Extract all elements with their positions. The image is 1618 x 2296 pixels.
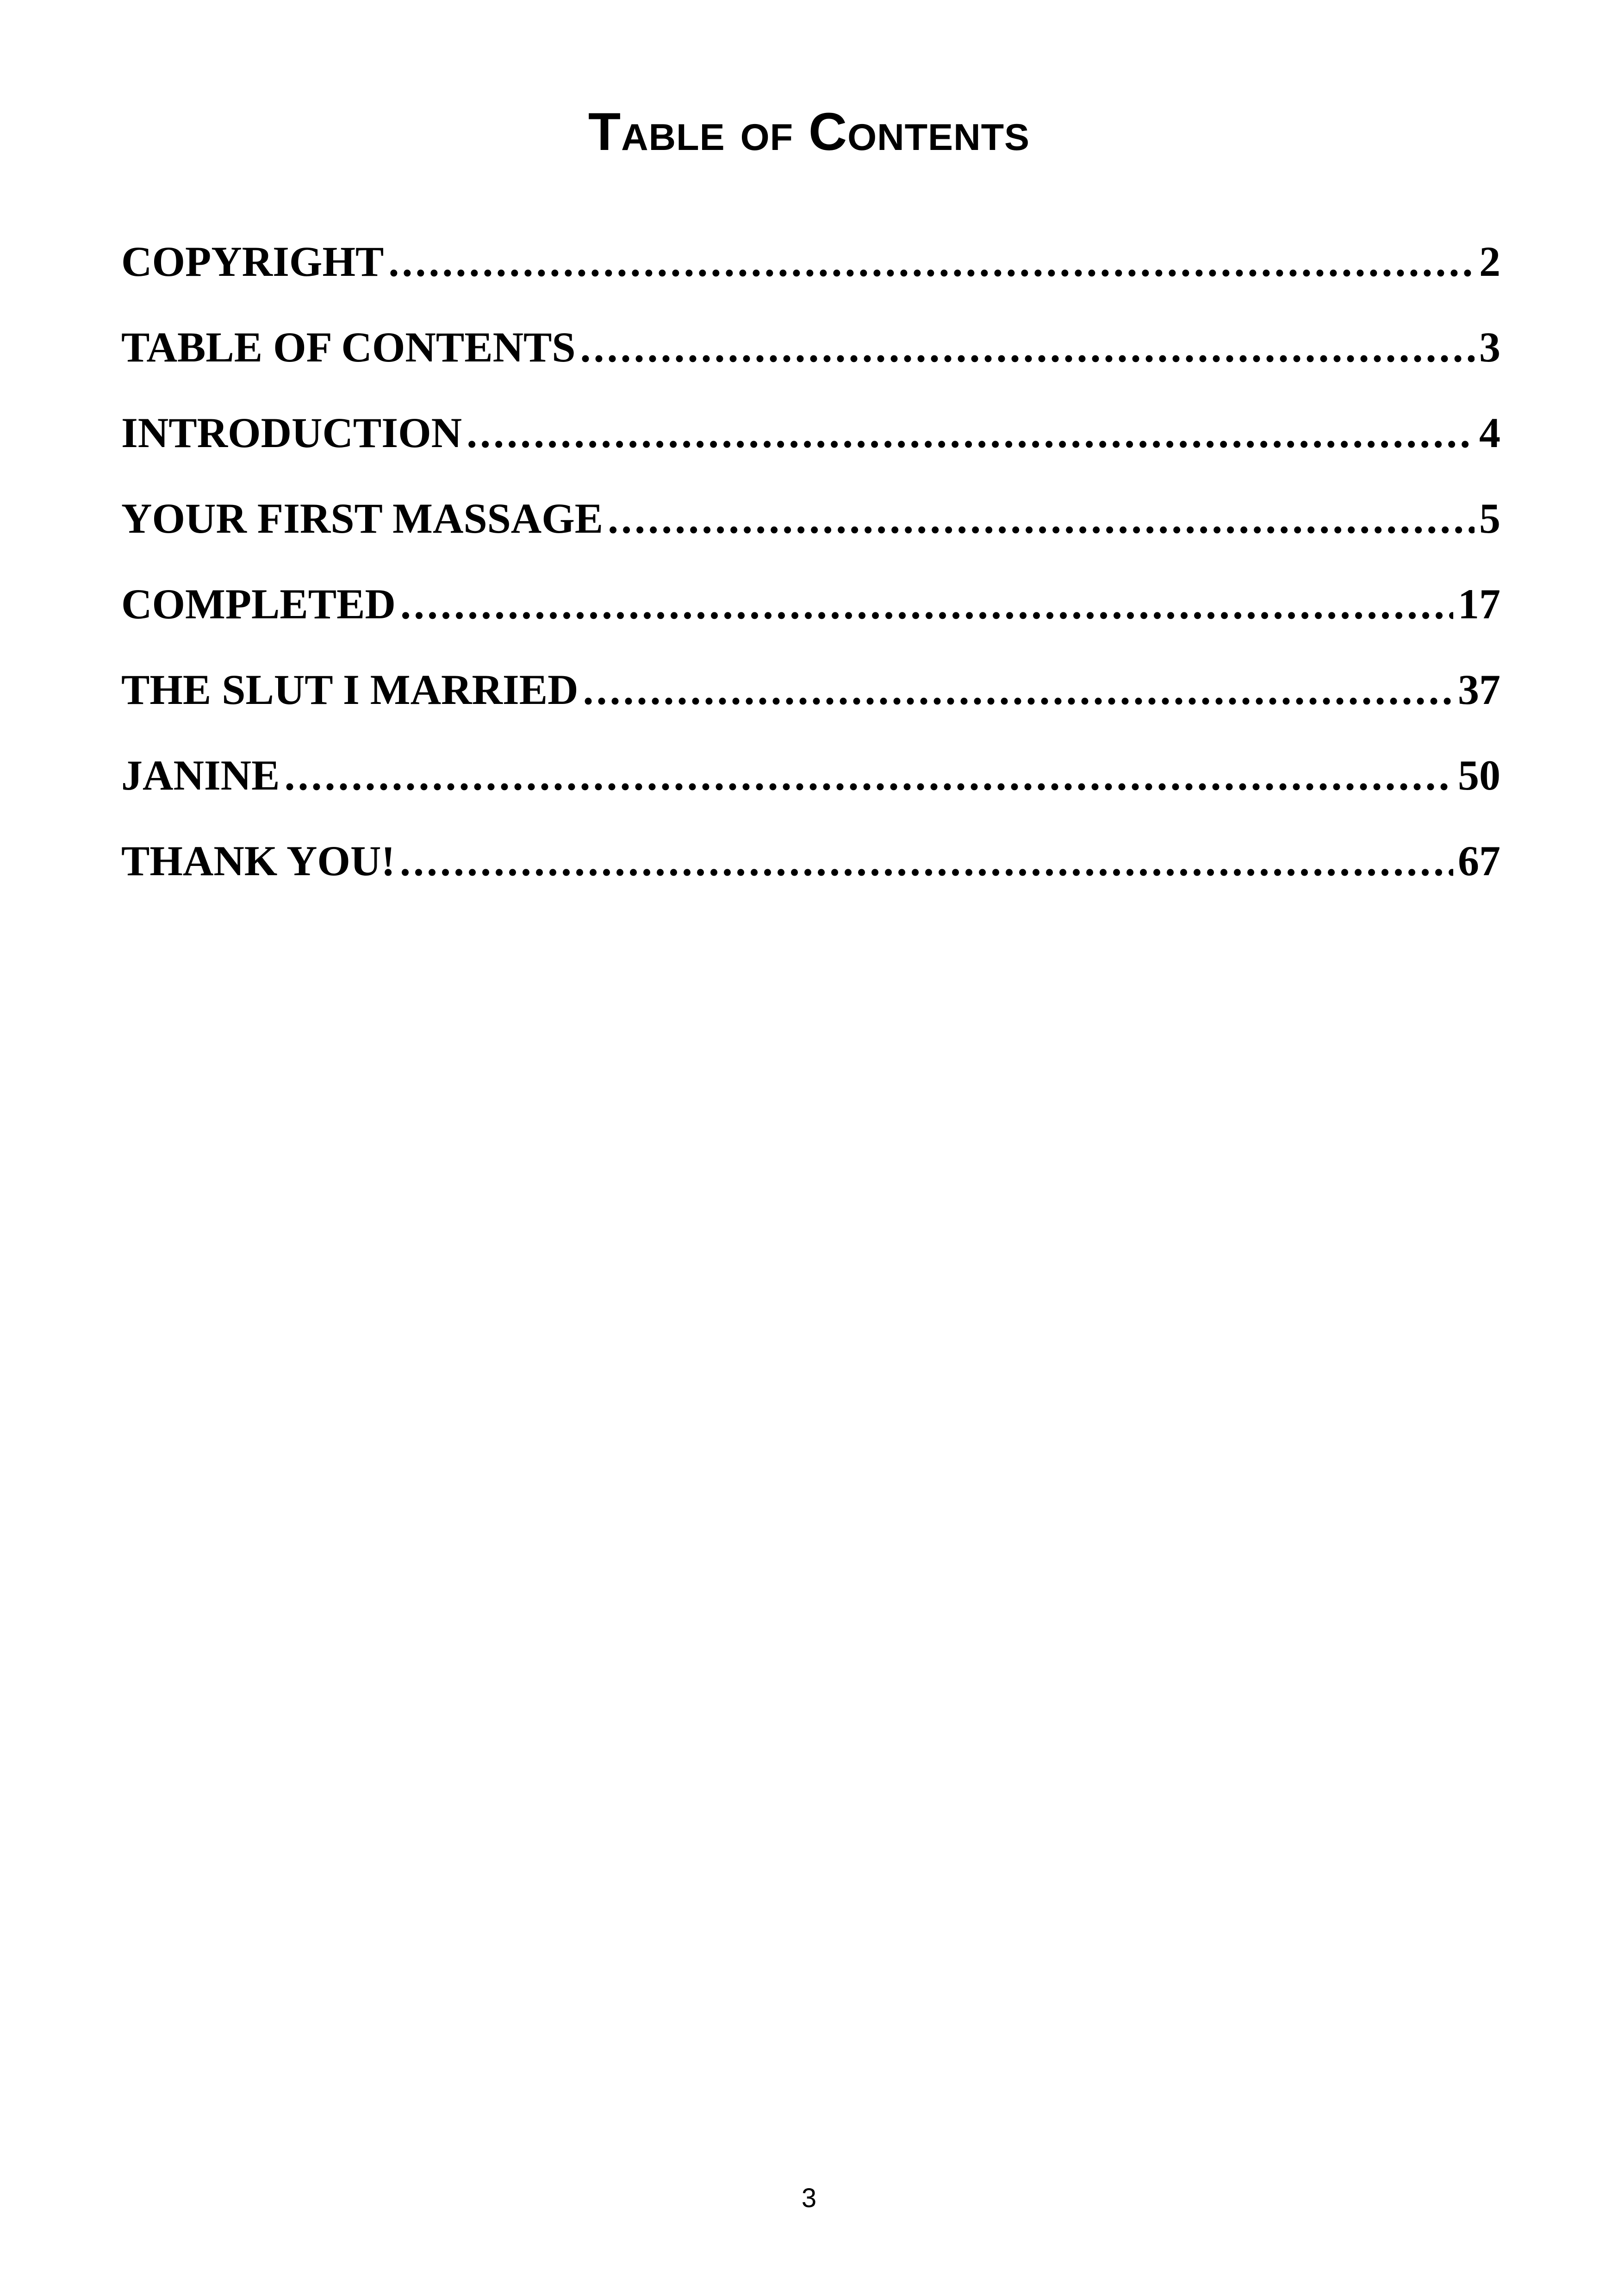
toc-entry-page: 67 xyxy=(1458,837,1500,884)
toc-entry-page: 2 xyxy=(1479,238,1500,285)
toc-entry-label: COPYRIGHT xyxy=(121,238,384,285)
toc-entry-table-of-contents[interactable] xyxy=(121,317,1500,403)
toc-entry-label: YOUR FIRST MASSAGE xyxy=(121,495,604,542)
toc-entry-page: 4 xyxy=(1479,409,1500,456)
toc-entry-page: 3 xyxy=(1479,324,1500,371)
toc-entry-label: COMPLETED xyxy=(121,580,396,628)
toc-entry-the-slut-i-married[interactable] xyxy=(121,660,1500,745)
toc-entry-page: 37 xyxy=(1458,666,1500,713)
page-title: Table of Contents xyxy=(588,102,1030,162)
toc-entry-label: THANK YOU! xyxy=(121,837,396,884)
toc-entry-label: TABLE OF CONTENTS xyxy=(121,324,576,371)
toc-entry-thank-you[interactable] xyxy=(121,831,1500,916)
toc-entry-page: 17 xyxy=(1458,580,1500,628)
page-number: 3 xyxy=(801,2183,817,2213)
dot-leader xyxy=(284,745,1453,805)
toc-entry-page: 50 xyxy=(1458,752,1500,799)
dot-leader xyxy=(388,231,1475,292)
toc-entry-label: INTRODUCTION xyxy=(121,409,462,456)
dot-leader xyxy=(608,488,1475,548)
dot-leader xyxy=(580,317,1475,377)
toc-entry-janine[interactable] xyxy=(121,745,1500,831)
toc-entry-label: THE SLUT I MARRIED xyxy=(121,666,579,713)
toc-entry-your-first-massage[interactable] xyxy=(121,488,1500,574)
toc-entry-page: 5 xyxy=(1479,495,1500,542)
toc-entry-copyright[interactable] xyxy=(121,231,1500,317)
toc-entry-introduction[interactable] xyxy=(121,403,1500,488)
toc-list xyxy=(121,231,1500,916)
dot-leader xyxy=(400,574,1453,634)
dot-leader xyxy=(583,660,1453,720)
dot-leader xyxy=(400,831,1453,891)
toc-entry-completed[interactable] xyxy=(121,574,1500,660)
dot-leader xyxy=(467,403,1475,463)
toc-entry-label: JANINE xyxy=(121,752,280,799)
